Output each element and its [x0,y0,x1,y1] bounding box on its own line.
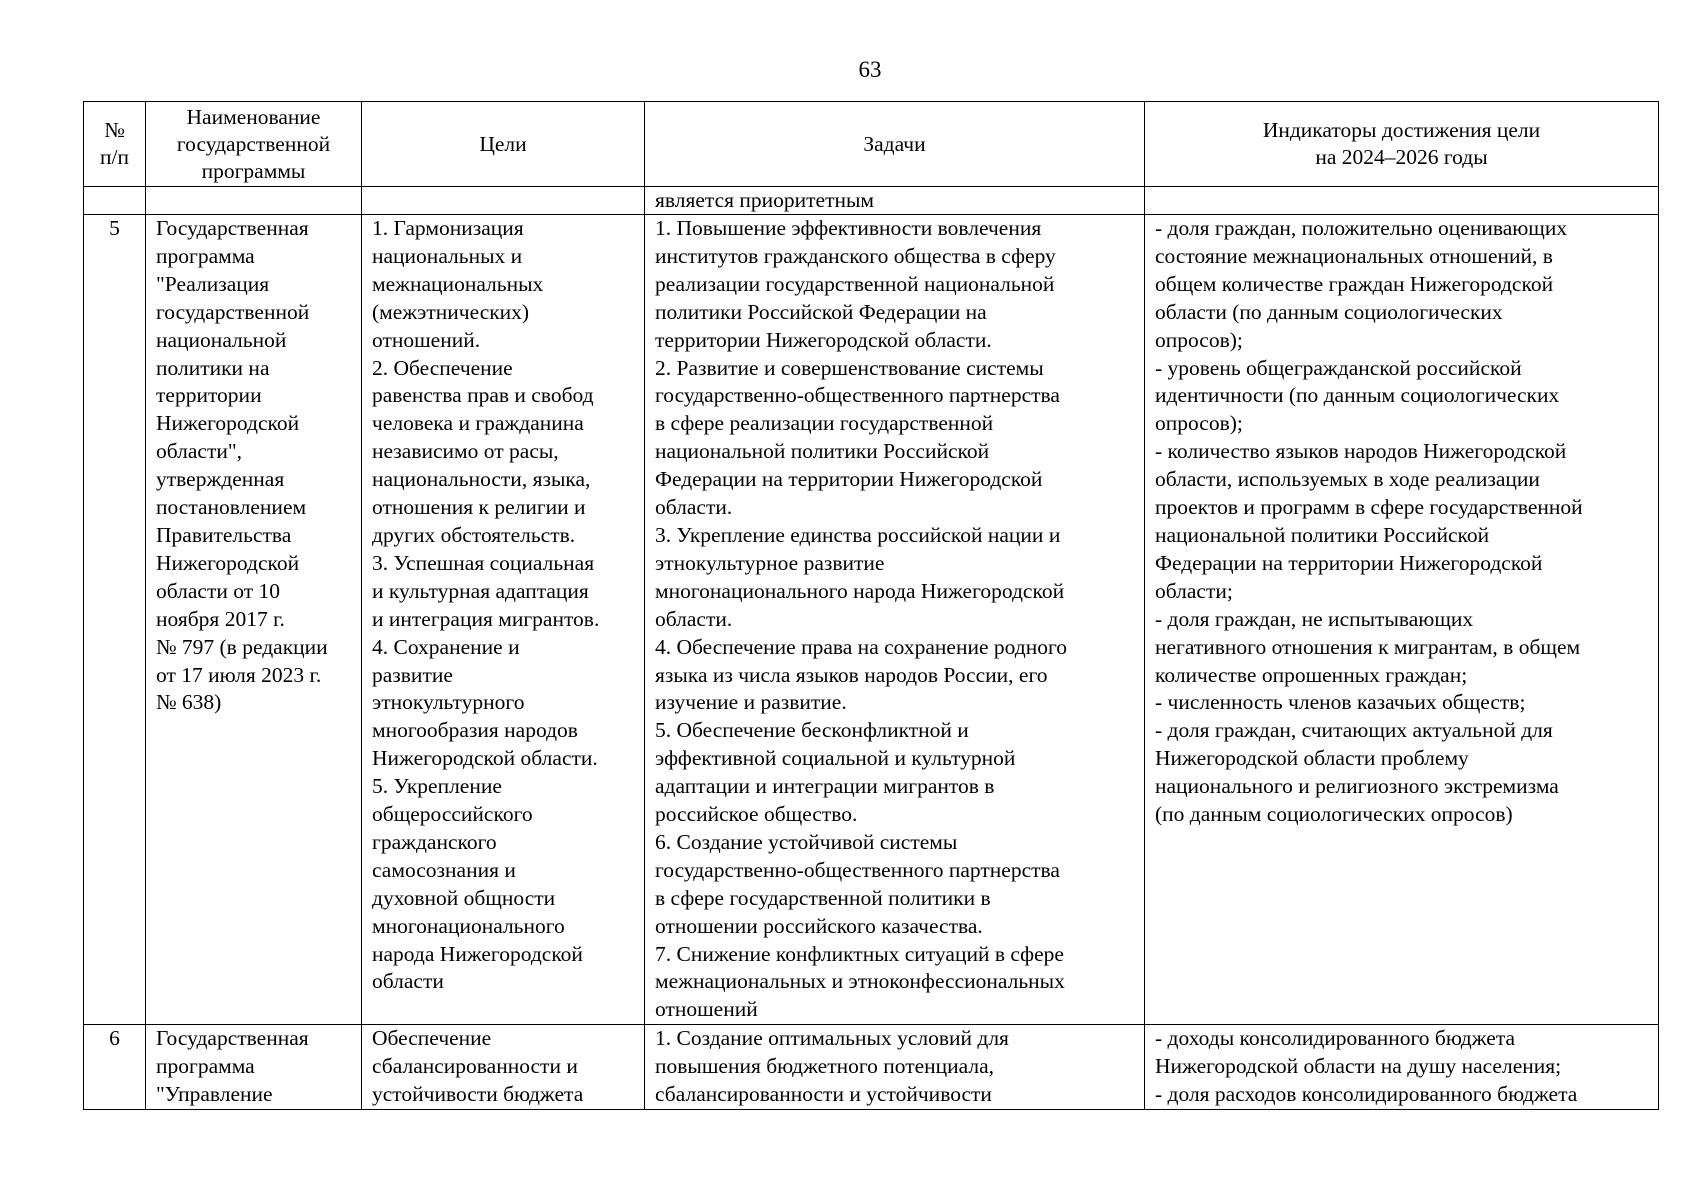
row-tasks: 1. Повышение эффективности вовлечения институтов гражданского общества в сферу реализации государственной национальной политики Российской Федерации на территории Нижегородской области. 2. Развитие и совершенствование системы государственно-общественного партнерства в сфере реализации государственной национальной политики Российской Федерации на территории Нижегородской области. 3. Укрепление единства российской нации и этнокультурное развитие многонационального народа Нижегородской области. 4. Обеспечение права на сохранение родного языка из числа языков народов России, его изучение и развитие. 5. Обеспечение бесконфликтной и эффективной социальной и культурной адаптации и интеграции мигрантов в российское общество. 6. Создание устойчивой системы государственно-общественного партнерства в сфере государственной политики в отношении российского казачества. 7. Снижение конфликтных ситуаций в сфере межнациональных и этноконфессиональных отношений [645,215,1145,1025]
table-header-row [84,102,1659,187]
continuation-name [146,187,362,215]
row-num: 5 [84,215,146,1025]
row-tasks: 1. Создание оптимальных условий для повышения бюджетного потенциала, сбалансированности и устойчивости [645,1025,1145,1110]
row-indicators: - доля граждан, положительно оценивающих состояние межнациональных отношений, в общем количестве граждан Нижегородской области (по данным социологических опросов); - уровень общегражданской российской идентичности (по данным социологических опросов); - количество языков народов Нижегородской области, используемых в ходе реализации проектов и программ в сфере государственной национальной политики Российской Федерации на территории Нижегородской области; - доля граждан, не испытывающих негативного отношения к мигрантам, в общем количестве опрошенных граждан; - численность членов казачьих обществ; - доля граждан, считающих актуальной для Нижегородской области проблему национального и религиозного экстремизма (по данным социологических опросов) [1145,215,1659,1025]
page-number: 63 [858,57,882,82]
continuation-num [84,187,146,215]
row-program-name: Государственная программа "Реализация государственной национальной политики на территории Нижегородской области", утвержденная постановлением Правительства Нижегородской области от 10 ноября 2017 г. № 797 (в редакции от 17 июля 2023 г. № 638) [146,215,362,1025]
row-goals: Обеспечение сбалансированности и устойчивости бюджета [362,1025,645,1110]
header-program-name: Наименование государственной программы [146,102,362,187]
header-goals: Цели [362,102,645,187]
row-num: 6 [84,1025,146,1110]
row-program-name: Государственная программа "Управление [146,1025,362,1110]
continuation-tasks: является приоритетным [645,187,1145,215]
header-tasks: Задачи [645,102,1145,187]
continuation-row [84,187,1659,215]
continuation-indicators [1145,187,1659,215]
row-indicators: - доходы консолидированного бюджета Нижегородской области на душу населения; - доля расходов консолидированного бюджета [1145,1025,1659,1110]
row-goals: 1. Гармонизация национальных и межнациональных (межэтнических) отношений. 2. Обеспечение равенства прав и свобод человека и гражданина независимо от расы, национальности, языка, отношения к религии и других обстоятельств. 3. Успешная социальная и культурная адаптация и интеграция мигрантов. 4. Сохранение и развитие этнокультурного многообразия народов Нижегородской области. 5. Укрепление общероссийского гражданского самосознания и духовной общности многонационального народа Нижегородской области [362,215,645,1025]
header-num: № п/п [84,102,146,187]
programs-table [83,101,1659,1110]
table-row [84,1025,1659,1110]
table-row [84,215,1659,1025]
continuation-goals [362,187,645,215]
header-indicators: Индикаторы достижения цели на 2024–2026 годы [1145,102,1659,187]
